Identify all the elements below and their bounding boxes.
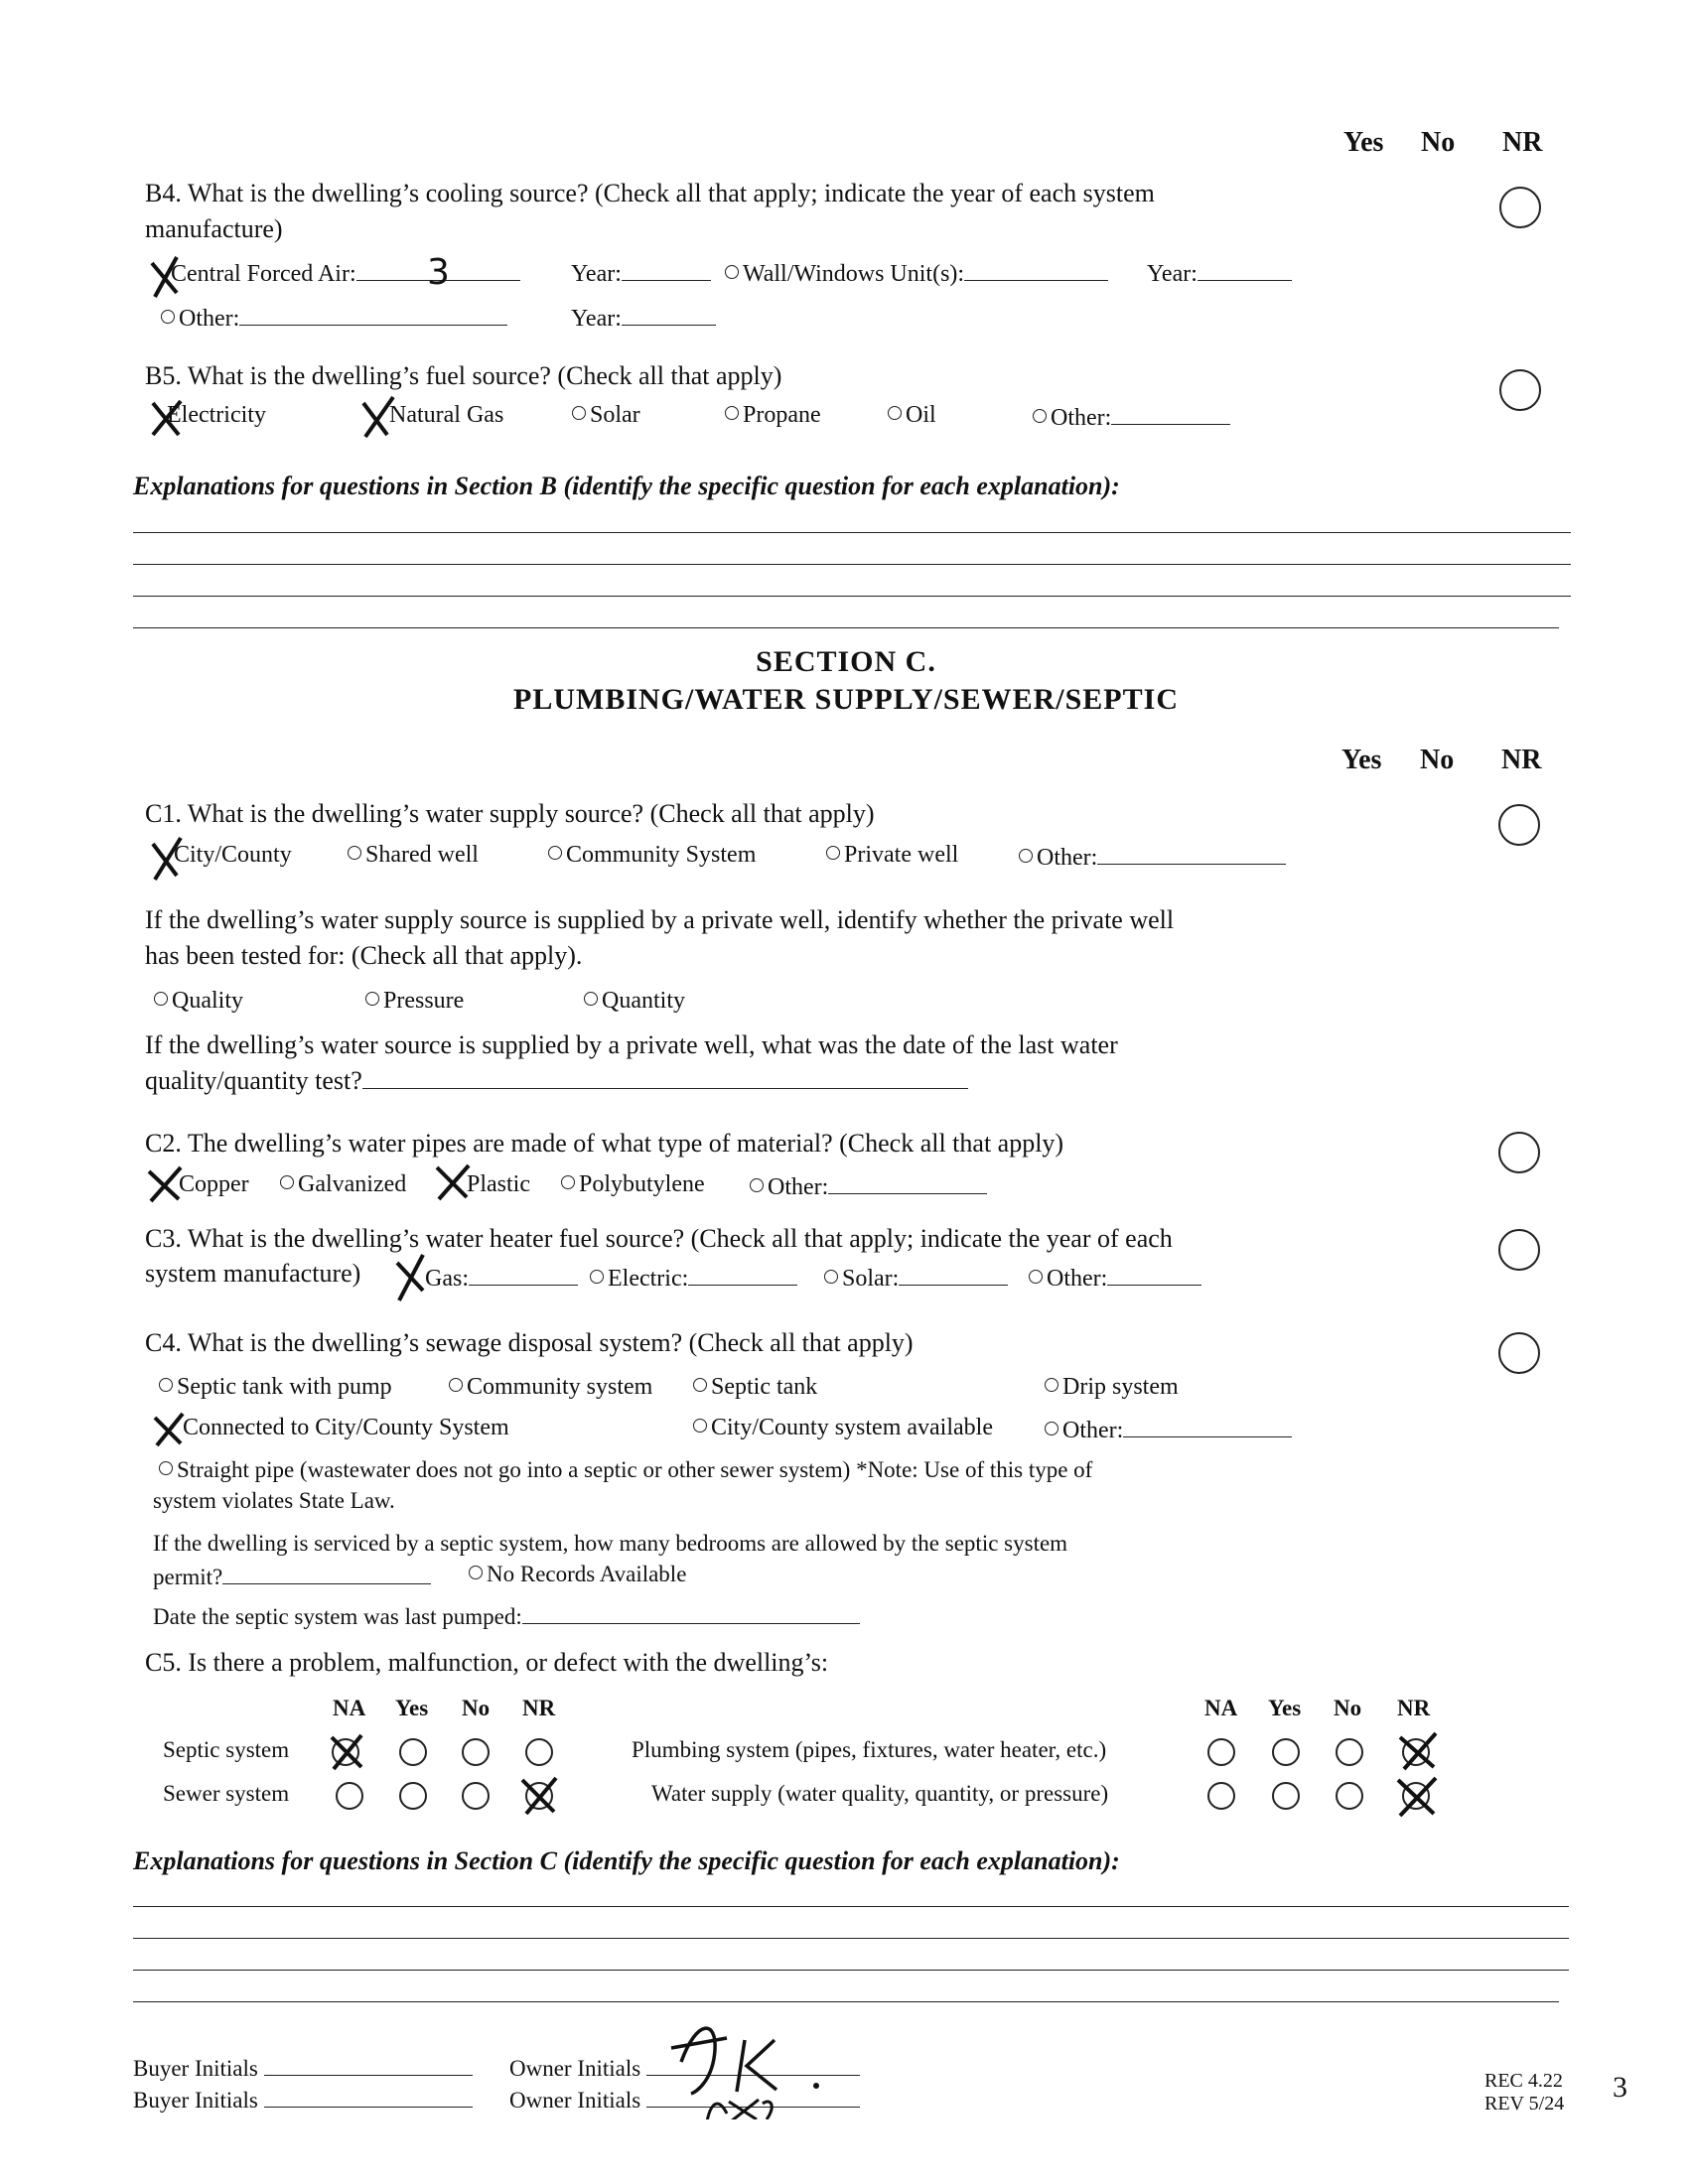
b4-nr-radio[interactable] xyxy=(1499,187,1541,228)
c5-plumbing-no-radio[interactable] xyxy=(1336,1738,1363,1766)
b4-central-value: 3 xyxy=(427,252,450,293)
c5-sewer-label: Sewer system xyxy=(163,1781,290,1806)
c4-septic-pump: Septic tank with pump xyxy=(177,1374,392,1400)
c4-connected: Connected to City/County System xyxy=(183,1415,509,1440)
explain-b-line[interactable] xyxy=(133,532,1571,533)
col-no: No xyxy=(1421,127,1456,158)
c3-other: Other: xyxy=(1047,1266,1108,1292)
c2-polybutylene: Polybutylene xyxy=(579,1171,705,1197)
c5-water-na-radio[interactable] xyxy=(1207,1782,1235,1810)
c5-sewer-nr-check-mark xyxy=(518,1774,560,1818)
c4-septic-tank: Septic tank xyxy=(711,1374,818,1400)
c5-sewer-no-radio[interactable] xyxy=(462,1782,490,1810)
c4-bedrooms-text-cont: permit? xyxy=(153,1565,223,1589)
c5-septic-nr-radio[interactable] xyxy=(525,1738,553,1766)
c4-drip: Drip system xyxy=(1062,1374,1179,1400)
c5-col-nr: NR xyxy=(522,1696,556,1720)
c4-question: C4. What is the dwelling’s sewage disposal system? (Check all that apply) xyxy=(145,1328,914,1357)
explain-b-line[interactable] xyxy=(133,596,1571,597)
c5-septic-label: Septic system xyxy=(163,1737,290,1762)
c2-question: C2. The dwelling’s water pipes are made of what type of material? (Check all that apply) xyxy=(145,1129,1064,1158)
c5-sewer-yes-radio[interactable] xyxy=(399,1782,427,1810)
c5-col-no: No xyxy=(462,1696,491,1720)
c4-available: City/County system available xyxy=(711,1415,993,1440)
c4-pumped-text: Date the septic system was last pumped: xyxy=(153,1604,522,1629)
explain-b-line[interactable] xyxy=(133,627,1559,628)
form-revision: REV 5/24 xyxy=(1484,2093,1565,2115)
c5-water-label: Water supply (water quality, quantity, or pressure) xyxy=(651,1781,1109,1806)
c5-septic-no-radio[interactable] xyxy=(462,1738,490,1766)
c5-col-na-right: NA xyxy=(1204,1696,1238,1720)
c2-copper-check-mark xyxy=(145,1163,187,1203)
form-number: REC 4.22 xyxy=(1484,2070,1563,2092)
c3-question: C3. What is the dwelling’s water heater fuel source? (Check all that apply; indicate the year of each xyxy=(145,1224,1173,1253)
buyer-initials-label: Buyer Initials xyxy=(133,2056,258,2081)
c5-septic-yes-radio[interactable] xyxy=(399,1738,427,1766)
c1-quality: Quality xyxy=(172,988,243,1014)
c1-city-check-mark xyxy=(147,836,187,882)
b4-question: B4. What is the dwelling’s cooling source? (Check all that apply; indicate the year of each system xyxy=(145,179,1155,207)
c4-bedrooms-text: If the dwelling is serviced by a septic system, how many bedrooms are allowed by the septic system xyxy=(153,1531,1068,1556)
c5-septic-na-check-mark xyxy=(326,1731,367,1773)
c3-electric: Electric: xyxy=(608,1266,689,1292)
c2-plastic-check-mark xyxy=(433,1161,475,1201)
c5-col-na: NA xyxy=(333,1696,366,1720)
c4-community: Community system xyxy=(467,1374,653,1400)
owner-signature-initials xyxy=(667,2010,846,2119)
c4-connected-check-mark xyxy=(151,1410,189,1449)
col-yes: Yes xyxy=(1343,127,1384,158)
c5-plumbing-nr-check-mark xyxy=(1396,1729,1440,1773)
c5-plumbing-yes-radio[interactable] xyxy=(1272,1738,1300,1766)
section-c-title: SECTION C. xyxy=(756,645,936,678)
c4-straight-pipe-cont: system violates State Law. xyxy=(153,1488,395,1513)
b5-other: Other: xyxy=(1051,405,1112,431)
b4-year-label: Year: xyxy=(571,261,622,287)
b4-central-check-mark xyxy=(147,253,187,299)
col-no-c: No xyxy=(1420,745,1455,775)
buyer-initials-label-2: Buyer Initials xyxy=(133,2088,258,2113)
explain-c-line[interactable] xyxy=(133,1970,1569,1971)
c1-other: Other: xyxy=(1037,845,1098,871)
c5-question: C5. Is there a problem, malfunction, or defect with the dwelling’s: xyxy=(145,1648,829,1677)
c3-question-cont: system manufacture) xyxy=(145,1259,361,1288)
b4-wall-label: Wall/Windows Unit(s): xyxy=(743,261,965,287)
b5-electricity: Electricity xyxy=(167,402,266,428)
b5-solar: Solar xyxy=(590,402,640,428)
b4-other-label: Other: xyxy=(179,306,240,332)
b4-year2-label: Year: xyxy=(1147,261,1198,287)
c2-nr-radio[interactable] xyxy=(1498,1132,1540,1173)
c3-gas: Gas: xyxy=(425,1266,469,1292)
c1-nr-radio[interactable] xyxy=(1498,804,1540,846)
c1-community: Community System xyxy=(566,842,757,868)
b4-central-label: Central Forced Air: xyxy=(171,261,356,287)
c5-water-yes-radio[interactable] xyxy=(1272,1782,1300,1810)
c2-other: Other: xyxy=(768,1174,829,1200)
c1-shared: Shared well xyxy=(365,842,479,868)
c1-question: C1. What is the dwelling’s water supply source? (Check all that apply) xyxy=(145,799,875,828)
explain-c-line[interactable] xyxy=(133,1938,1569,1939)
explain-b-heading: Explanations for questions in Section B (identify the specific question for each explanation): xyxy=(133,472,1120,500)
col-nr: NR xyxy=(1502,127,1543,158)
c5-plumbing-label: Plumbing system (pipes, fixtures, water heater, etc.) xyxy=(632,1737,1107,1762)
c5-water-no-radio[interactable] xyxy=(1336,1782,1363,1810)
c4-nr-radio[interactable] xyxy=(1498,1332,1540,1374)
b5-oil: Oil xyxy=(906,402,936,428)
c5-col-nr-right: NR xyxy=(1397,1696,1431,1720)
b4-question-cont: manufacture) xyxy=(145,214,283,243)
explain-c-line[interactable] xyxy=(133,2001,1559,2002)
c5-col-no-right: No xyxy=(1334,1696,1362,1720)
b5-nr-radio[interactable] xyxy=(1499,369,1541,411)
explain-c-line[interactable] xyxy=(133,1906,1569,1907)
c5-col-yes-right: Yes xyxy=(1268,1696,1302,1720)
c3-nr-radio[interactable] xyxy=(1498,1229,1540,1271)
c5-plumbing-na-radio[interactable] xyxy=(1207,1738,1235,1766)
c5-water-nr-check-mark xyxy=(1394,1774,1440,1820)
c5-sewer-na-radio[interactable] xyxy=(336,1782,363,1810)
c4-no-records: No Records Available xyxy=(487,1562,687,1586)
b5-propane: Propane xyxy=(743,402,821,428)
b5-question: B5. What is the dwelling’s fuel source? (Check all that apply) xyxy=(145,361,782,390)
b5-gas-check-mark xyxy=(357,395,397,439)
owner-initials-label-2: Owner Initials xyxy=(509,2088,641,2113)
c4-straight-pipe: Straight pipe (wastewater does not go into a septic or other sewer system) *Note: Use of this type of xyxy=(177,1457,1093,1482)
c1-date-text: If the dwelling’s water source is supplied by a private well, what was the date of the last water xyxy=(145,1030,1118,1059)
page-number: 3 xyxy=(1613,2071,1627,2104)
c1-tested-text: If the dwelling’s water supply source is supplied by a private well, identify whether the private well xyxy=(145,905,1175,934)
b5-electricity-check-mark xyxy=(147,397,187,439)
section-c-subtitle: PLUMBING/WATER SUPPLY/SEWER/SEPTIC xyxy=(513,683,1179,716)
c1-private: Private well xyxy=(844,842,959,868)
c3-gas-check-mark xyxy=(391,1253,431,1304)
owner-initials-label: Owner Initials xyxy=(509,2056,641,2081)
c1-date-text-cont: quality/quantity test? xyxy=(145,1066,362,1095)
c2-copper: Copper xyxy=(179,1171,249,1197)
c5-col-yes: Yes xyxy=(395,1696,429,1720)
c2-plastic: Plastic xyxy=(467,1171,530,1197)
explain-b-line[interactable] xyxy=(133,564,1571,565)
c2-galvanized: Galvanized xyxy=(298,1171,407,1197)
c3-solar: Solar: xyxy=(842,1266,900,1292)
b4-year3-label: Year: xyxy=(571,306,622,332)
c4-other: Other: xyxy=(1062,1418,1124,1443)
col-nr-c: NR xyxy=(1501,745,1542,775)
explain-c-heading: Explanations for questions in Section C (identify the specific question for each explanation): xyxy=(133,1846,1120,1875)
c1-quantity: Quantity xyxy=(602,988,685,1014)
c1-tested-text-cont: has been tested for: (Check all that apply). xyxy=(145,941,583,970)
b5-natural-gas: Natural Gas xyxy=(389,402,504,428)
c1-pressure: Pressure xyxy=(383,988,465,1014)
c1-city: City/County xyxy=(174,842,292,868)
col-yes-c: Yes xyxy=(1341,745,1382,775)
